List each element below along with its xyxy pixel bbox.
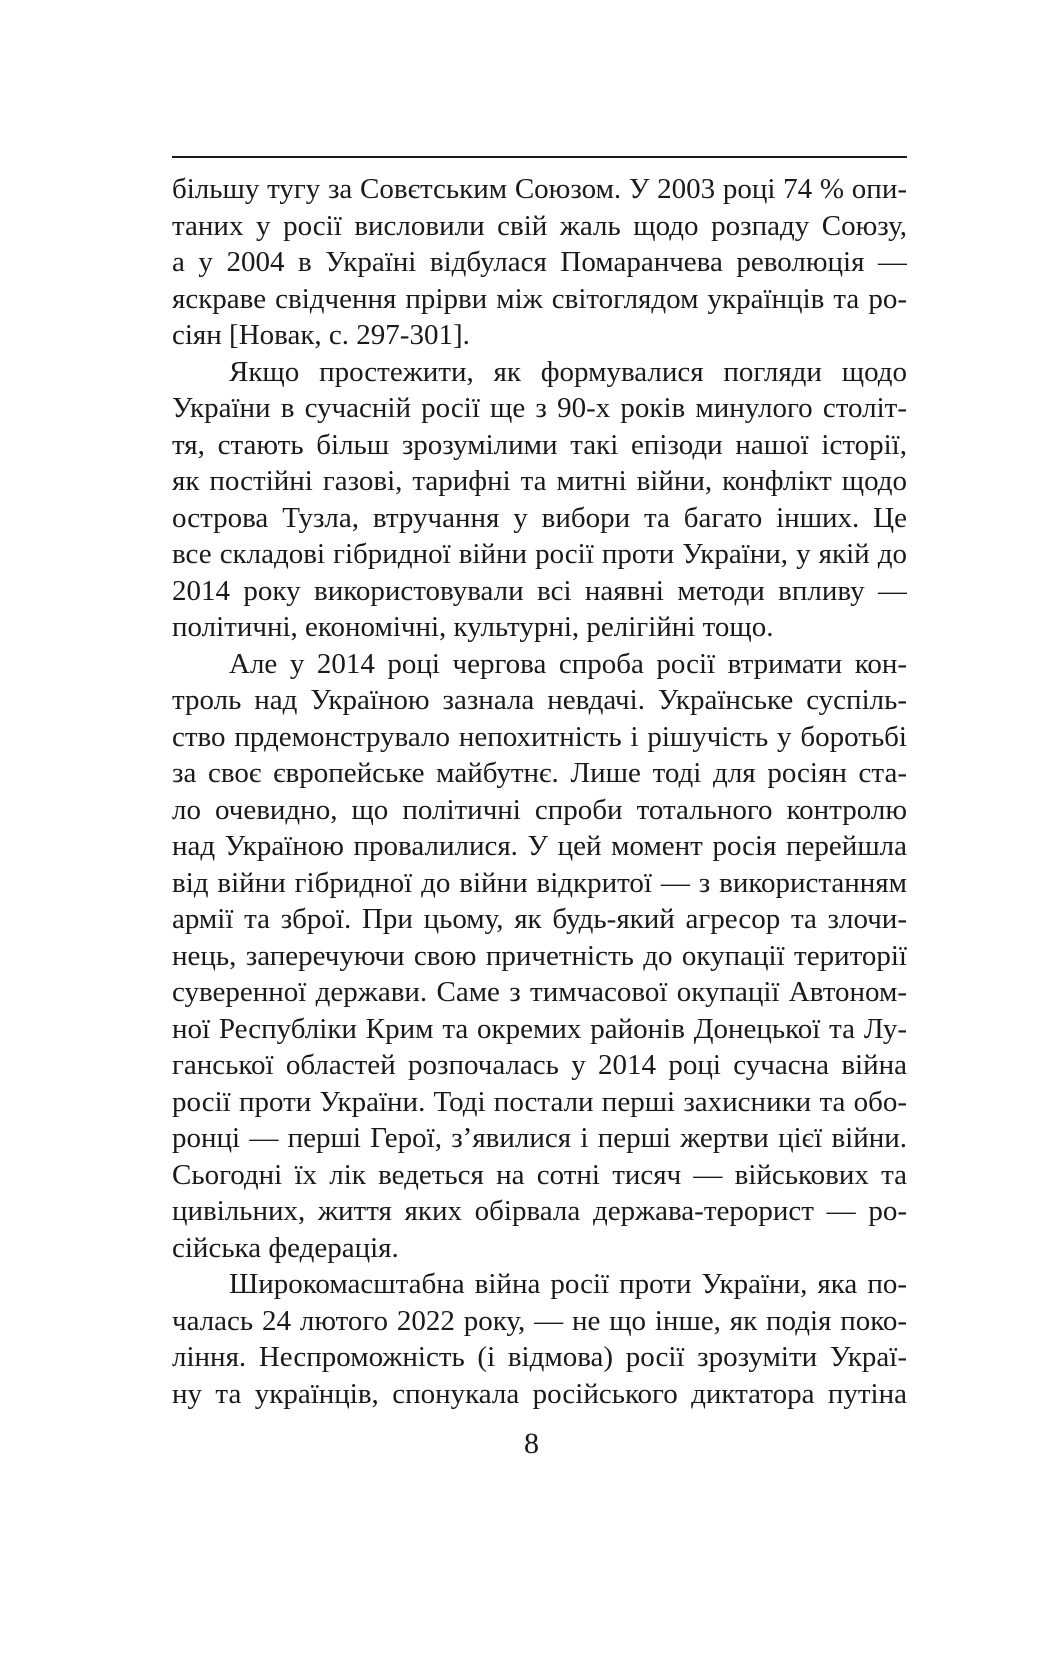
text-line: Але у 2014 році чергова спроба росії втримати кон-: [229, 647, 907, 680]
text-line: як постійні газові, тарифні та митні війни, конфлікт щодо: [172, 465, 907, 497]
text-line: а у 2004 в Україні відбулася Помаранчева революція —: [172, 246, 907, 278]
text-line: 2014 року використовували всі наявні методи впливу —: [172, 574, 907, 607]
text-line: Широкомасштабна війна росії проти України, яка по-: [229, 1268, 907, 1300]
text-line: ганської областей розпочалась у 2014 році сучасна війна: [172, 1049, 907, 1081]
text-line: ління. Неспроможність (і відмова) росії зрозуміти Украї-: [172, 1341, 907, 1373]
body-text: [172, 171, 907, 1412]
text-line: над Україною провалилися. У цей момент росія перейшла: [172, 830, 907, 862]
text-line: ство прдемонструвало непохитність і рішучість у боротьбі: [172, 720, 907, 753]
text-line: сіян [Новак, с. 297-301].: [172, 319, 470, 351]
text-line: ної Республіки Крим та окремих районів Донецької та Лу-: [172, 1012, 907, 1045]
text-line: таних у росії висловили свій жаль щодо розпаду Союзу,: [172, 209, 907, 242]
text-line: політичні, економічні, культурні, релігійні тощо.: [172, 611, 774, 643]
text-line: від війни гібридної до війни відкритої — з використанням: [172, 866, 907, 899]
paragraph-4: [172, 1266, 907, 1412]
text-line: суверенної держави. Саме з тимчасової окупації Автоном-: [172, 976, 907, 1008]
text-line: острова Тузла, втручання у вибори та багато інших. Це: [172, 501, 907, 534]
text-line: тя, стають більш зрозумілими такі епізоди нашої історії,: [172, 428, 907, 461]
text-line: яскраве свідчення прірви між світоглядом українців та ро-: [172, 282, 907, 315]
header-rule: [172, 156, 907, 158]
text-line: України в сучасній росії ще з 90-х років минулого століт-: [172, 392, 907, 424]
page-number: 8: [524, 1427, 539, 1460]
text-line: більшу тугу за Совєтським Союзом. У 2003 році 74 % опи-: [172, 173, 907, 205]
text-line: цивільних, життя яких обірвала держава-терорист — ро-: [172, 1195, 907, 1227]
text-line: сійська федерація.: [172, 1231, 399, 1264]
text-line: троль над Україною зазнала невдачі. Українське суспіль-: [172, 684, 907, 716]
text-line: армії та зброї. При цьому, як будь-який агресор та злочи-: [172, 903, 907, 935]
text-line: Якщо простежити, як формувалися погляди щодо: [229, 355, 907, 388]
text-line: росії проти України. Тоді постали перші захисники та обо-: [172, 1085, 907, 1118]
text-line: ронці — перші Герої, з’явилися і перші жертви цієї війни.: [172, 1122, 907, 1154]
text-line: чалась 24 лютого 2022 року, — не що інше, як подія поко-: [172, 1304, 907, 1337]
text-line: ло очевидно, що політичні спроби тотального контролю: [172, 793, 907, 826]
paragraph-3: [172, 646, 907, 1267]
text-line: все складові гібридної війни росії проти України, у якій до: [172, 538, 907, 570]
paragraph-1: [172, 171, 907, 354]
text-line: за своє європейське майбутнє. Лише тоді для росіян ста-: [172, 757, 907, 789]
text-line: ну та українців, спонукала російського диктатора путіна: [172, 1377, 907, 1410]
paragraph-2: [172, 354, 907, 646]
text-line: Сьогодні їх лік ведеться на сотні тисяч — військових та: [172, 1158, 907, 1191]
text-line: нець, заперечуючи свою причетність до окупації території: [172, 939, 907, 972]
